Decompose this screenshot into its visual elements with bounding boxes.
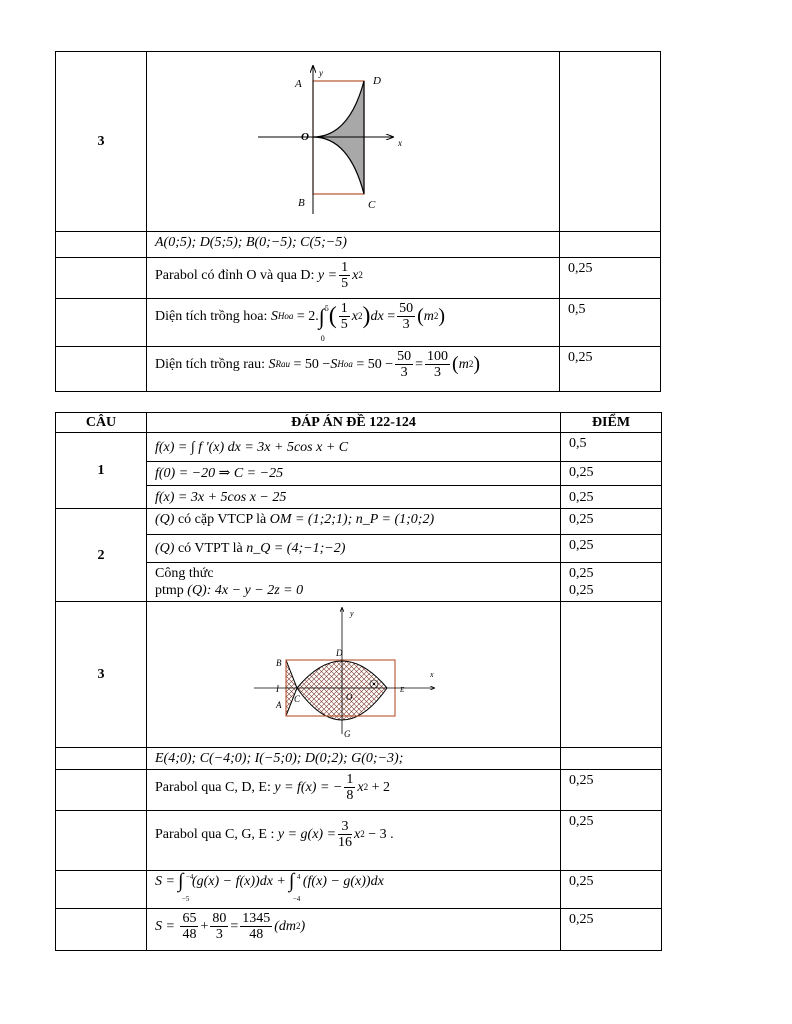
label-D: D xyxy=(373,75,381,87)
q2-cong-thuc: Công thức xyxy=(155,566,214,581)
q2-formula-2: n_Q = (4;−1;−2) xyxy=(246,541,346,556)
vegetable-area-row: Diện tích trồng rau: S Rau = 50 − S Hoa = 50 − $\frac{50}{3}$ = $\frac{100}{3}$ ( m 2 ) xyxy=(147,347,560,392)
q2-plane-equation: (Q): 4x − y − 2z = 0 xyxy=(187,583,304,598)
label-I: I xyxy=(275,684,279,694)
vegetable-area-text: Diện tích trồng rau: xyxy=(155,357,266,372)
label-D: D xyxy=(335,648,342,658)
score-cell xyxy=(561,602,662,748)
flower-area-text: Diện tích trồng hoa: xyxy=(155,309,268,324)
score: 0,25 0,25 xyxy=(561,563,662,602)
score: 0,25 xyxy=(561,486,662,509)
q3-parabola-f-row: Parabol qua C, D, E: y = f(x) = − $\frac{1}{8}$ x 2 + 2 xyxy=(147,770,561,811)
parabola-row: Parabol có đỉnh O và qua D: y = $\frac{1}{5}$ x 2 xyxy=(147,258,560,299)
q3-points-text: E(4;0); C(−4;0); I(−5;0); D(0;2); G(0;−3); xyxy=(155,751,404,766)
score: 0,25 xyxy=(561,871,662,909)
score: 0,25 xyxy=(560,258,661,299)
figure-cell xyxy=(147,602,561,748)
parabola-area-figure xyxy=(253,54,453,224)
question-number: 1 xyxy=(56,433,147,509)
q3-parabola-g-row: Parabol qua C, G, E : y = g(x) = $\frac{3}{16}$ x 2 − 3 . xyxy=(147,811,561,871)
q1-formula-3: f(x) = 3x + 5cos x − 25 xyxy=(147,486,561,509)
label-G: G xyxy=(343,729,350,739)
score-cell xyxy=(560,52,661,232)
header-dap-an: ĐÁP ÁN ĐỀ 122-124 xyxy=(147,413,561,433)
q2-row-1: (Q) có cặp VTCP là OM = (1;2;1); n_P = (1;0;2) xyxy=(147,509,561,535)
q2-row-3: Công thức ptmp (Q): 4x − y − 2z = 0 xyxy=(147,563,561,602)
figure-cell xyxy=(147,52,560,232)
score: 0,25 xyxy=(560,347,661,392)
answer-table-1 xyxy=(55,51,661,392)
label-x: x xyxy=(398,138,402,148)
q3-integral-row: S = ∫ −4 −5 (g(x) − f(x))dx + ∫ 4 −4 (f(x) − g(x))dx xyxy=(147,871,561,909)
points-text: A(0;5); D(5;5); B(0;−5); C(5;−5) xyxy=(155,235,347,250)
q3-parabola-f-text: Parabol qua C, D, E: xyxy=(155,780,271,795)
fish-shape-figure xyxy=(254,604,454,740)
label-O: O xyxy=(345,692,352,702)
label-B: B xyxy=(298,197,305,209)
score: 0,25 xyxy=(561,535,662,563)
score: 0,25 xyxy=(561,770,662,811)
label-y: y xyxy=(319,68,323,78)
label-A: A xyxy=(275,700,281,710)
q3-points-row xyxy=(147,748,561,770)
points-row xyxy=(147,232,560,258)
label-C: C xyxy=(368,199,376,211)
label-B: B xyxy=(275,658,281,668)
q1-formula-1: f(x) = ∫ f '(x) dx = 3x + 5cos x + C xyxy=(147,433,561,462)
answer-table-2 xyxy=(55,412,662,951)
q3-result-row: S = $\frac{65}{48}$ + $\frac{80}{3}$ = $\frac{1345}{48}$ (dm 2 ) xyxy=(147,909,561,951)
score: 0,25 xyxy=(561,462,662,486)
parabola-text: Parabol có đỉnh O và qua D: xyxy=(155,268,315,283)
flower-area-row: Diện tích trồng hoa: S Hoa = 2. ∫ 5 0 ( $\frac{1}{5}$ x 2 ) dx = $\frac{50}{3}$ ( m 2 ) xyxy=(147,299,560,347)
question-number: 2 xyxy=(56,509,147,602)
label-C: C xyxy=(293,694,300,704)
header-diem: ĐIỂM xyxy=(561,413,662,433)
q2-row-2: (Q) có VTPT là n_Q = (4;−1;−2) xyxy=(147,535,561,563)
label-x: x xyxy=(429,670,434,679)
header-cau: CÂU xyxy=(56,413,147,433)
score: 0,25 xyxy=(561,909,662,951)
label-A: A xyxy=(295,78,302,90)
label-E: E xyxy=(399,686,404,694)
question-number: 3 xyxy=(56,602,147,748)
score: 0,5 xyxy=(561,433,662,462)
question-number: 3 xyxy=(56,52,147,232)
score: 0,25 xyxy=(561,509,662,535)
score: 0,5 xyxy=(560,299,661,347)
q1-formula-2: f(0) = −20 ⇒ C = −25 xyxy=(147,462,561,486)
q2-formula-1: OM = (1;2;1); n_P = (1;0;2) xyxy=(269,512,435,527)
score: 0,25 xyxy=(561,811,662,871)
parabola-formula: y = xyxy=(317,268,338,283)
label-y: y xyxy=(349,609,354,618)
q3-parabola-g-text: Parabol qua C, G, E : xyxy=(155,826,275,842)
label-O: O xyxy=(301,131,309,143)
